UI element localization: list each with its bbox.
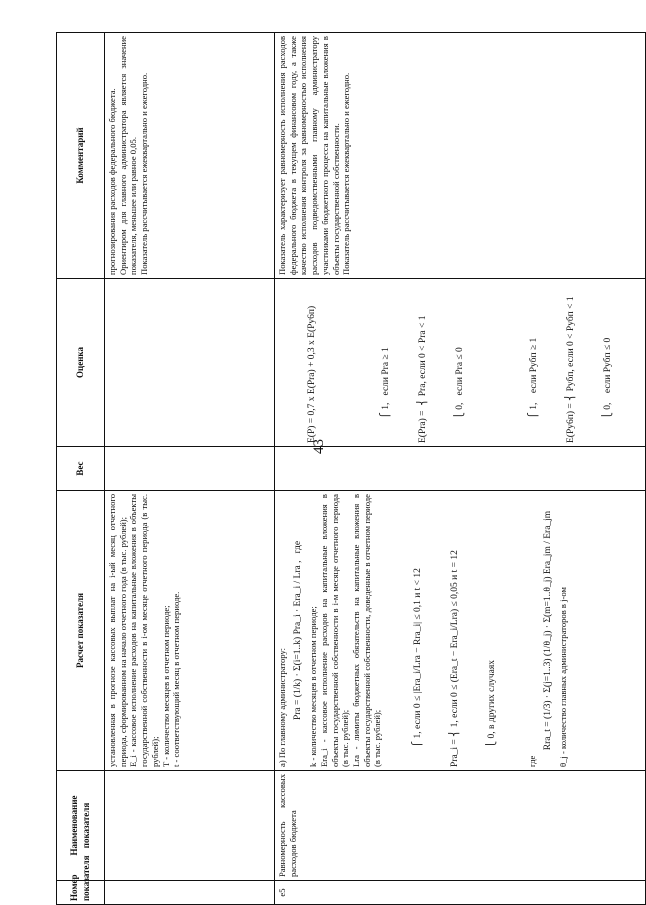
row1-calculation	[105, 491, 275, 771]
header-weight: Вес	[57, 447, 105, 491]
rotated-table-container	[56, 33, 613, 905]
row2-comment	[275, 33, 646, 279]
calc-definition: k - количество месяцев в отчетном периоде;	[308, 606, 319, 767]
formula-line: E(Pra) = ⎨ Pra, если 0 < Pra < 1	[417, 315, 428, 443]
row2-estimate	[275, 279, 646, 447]
row2-weight	[275, 447, 646, 491]
calc-definition: Lra - лимиты бюджетных обязательств на капитальные вложения в объекты государственной собственности, доведенные в отчетном периоде (в тыс. рублей);	[351, 494, 383, 767]
calc-where: где	[527, 755, 537, 767]
formula-line: ⎩ 0, если Рубп ≤ 0	[602, 337, 613, 443]
calc-intro: a) По главному администратору:	[277, 647, 287, 767]
formula-line: ⎧ 1, если 0 ≤ |Era_i/Lra − Rra_i| ≤ 0,1 и t < 12	[412, 568, 423, 767]
row1-weight	[105, 447, 275, 491]
indicator-table	[56, 32, 646, 905]
formula-line: ⎧ 1, если Рубп ≥ 1	[528, 337, 539, 443]
page-number: 43	[311, 439, 327, 454]
calc-text: установленная в прогнозе кассовых выплат на i-ый месяц отчетного периода, сформированном на начало отчетного года (в тыс. рублей);	[107, 494, 128, 767]
formula-line: E(P) = 0,7 x E(Pra) + 0,3 x E(Ру6п)	[306, 305, 317, 443]
calc-definition: Era_i - кассовое исполнение расходов на капитальные вложения в объекты государственной собственности в i-м месяце отчетного периода (в тыс. рублей);	[318, 494, 351, 767]
formula-rra: Rra_t = (1/3) · Σ(j=1..3) (1/θ_j) · Σ(m=1..θ_j) Era_jm / Era_jm	[542, 510, 553, 751]
comment-text: Ориентиром для главного администратора является значение показателя, меньшее или равное 0,05.	[117, 36, 139, 275]
formula-line: Pra_i = ⎨ 1, если 0 ≤ (Era_t − Era_i/Lra) ≤ 0,05 и t = 12	[449, 550, 460, 767]
formula-line	[343, 282, 355, 443]
formula-line: ⎩ 0, если Pra ≤ 0	[454, 347, 465, 443]
row2-calculation	[275, 491, 646, 771]
calc-text: t - соответствующий месяц в отчетном периоде.	[171, 591, 182, 767]
header-number: Номер показателя	[57, 881, 105, 905]
table-header-row	[57, 33, 105, 905]
header-comment: Комментарий	[57, 33, 105, 279]
comment-text: Показатель рассчитывается ежеквартально и ежегодно.	[139, 72, 150, 275]
comment-text: Показатель рассчитывается ежеквартально и ежегодно.	[341, 72, 352, 275]
calc-text: E_i - кассовое исполнение расходов на капитальные вложения в объекты государственной собственности в i-ом месяце отчетного периода (в тыс. рублей);	[128, 494, 160, 767]
row2-number: e5	[275, 881, 646, 905]
header-calculation: Расчет показателя	[57, 491, 105, 771]
formula-pra-i	[387, 494, 523, 767]
formula-estimate	[281, 282, 639, 443]
comment-text: Показатель характеризует равномерность исполнения расходов федерального бюджета в текущем финансовом году, а также качество исполнения контроля за равномерностью исполнения расходов подведомственными главному администратору участниками бюджетного процесса на капитальные вложения в объекты государственной собственности.	[277, 36, 341, 275]
row2-name: Равномерность кассовых расходов бюджета	[275, 771, 646, 881]
formula-line: E(Ру6п) = ⎨ Рубп, если 0 < Рубп < 1	[565, 296, 576, 443]
formula-line: ⎩ 0, в других случаях	[486, 660, 497, 767]
calc-text: T - количество месяцев в отчетном периоде;	[160, 605, 171, 767]
header-name: Наименование показателя	[57, 771, 105, 881]
formula-pra: Pra = (1/k) · Σ(i=1..k) Pra_i · Era_i / Lra , где	[292, 540, 303, 721]
formula-line	[491, 282, 503, 443]
calc-definition: θ_j - количество главных администраторов в j-ом	[558, 587, 569, 767]
row1-comment	[105, 33, 275, 279]
header-estimate: Оценка	[57, 279, 105, 447]
formula-line: ⎧ 1, если Pra ≥ 1	[380, 347, 391, 443]
table-row	[275, 33, 646, 905]
row1-estimate	[105, 279, 275, 447]
table-row	[105, 33, 275, 905]
row1-name	[105, 771, 275, 881]
row1-number	[105, 881, 275, 905]
comment-text: прогнозирования расходов федерального бюджета.	[107, 88, 117, 275]
